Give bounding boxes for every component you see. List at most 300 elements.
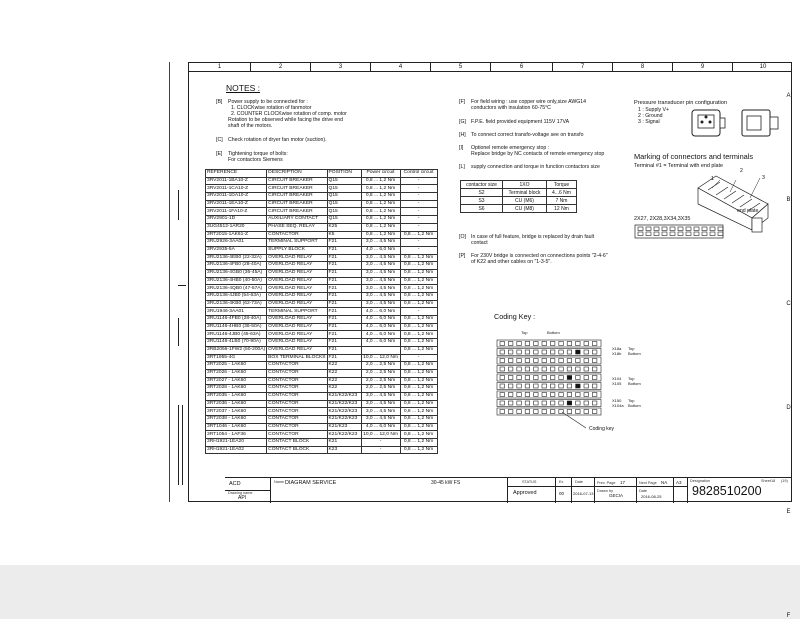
table-cell: TERMINAL SUPPORT [267, 239, 327, 247]
table-row [206, 323, 438, 331]
table-cell: 0,8 ... 1,2 Nm [400, 316, 437, 324]
coding-slot [542, 342, 547, 346]
coding-slot [592, 376, 597, 380]
table-cell: Control circuit [400, 170, 437, 178]
note-b-line: Power supply to be connected for : [228, 99, 308, 105]
coding-slot [550, 367, 555, 371]
table-cell: 0,8 ... 1,2 Nm [361, 216, 400, 224]
coding-slot [559, 342, 564, 346]
next-page-value: NA [661, 480, 668, 485]
coding-slot [500, 359, 505, 363]
table-cell: K22 [327, 362, 361, 370]
note-b-line: shaft of the motors. [228, 123, 273, 129]
table-cell: OVERLOAD RELAY [267, 339, 327, 347]
designation-label: Designation [690, 479, 711, 483]
table-cell: 3RU1146-4HB0 (36-50A) [206, 323, 267, 331]
date2-value: 2016-08-25 [641, 494, 662, 499]
table-row [206, 316, 438, 324]
table-row [206, 408, 438, 416]
coding-slot [576, 393, 581, 397]
torque-reference-table [205, 169, 438, 454]
company-name: ACD [229, 481, 241, 487]
transducer-pin: 1 : Supply V+ [638, 107, 670, 113]
table-cell: 4,0 ... 6,0 Nm [361, 316, 400, 324]
note-o-line: In case of full feature, bridge is replaced by drain fault [471, 234, 595, 240]
row-letter: A [786, 93, 791, 99]
coding-key-drawing [493, 338, 611, 418]
table-cell: AUXILIARY CONTACT [267, 216, 327, 224]
table-cell: Q15 [327, 177, 361, 185]
coding-slot [542, 367, 547, 371]
table-cell: - [400, 185, 437, 193]
table-cell: BOX TERMINAL BLOCKS [268, 354, 326, 360]
table-cell: 3RV2011-1BA10-Z [206, 177, 267, 185]
designation-number: 9828510200 [692, 484, 762, 498]
date2-label: Date [639, 489, 648, 493]
table-cell: 3RH1921-1EA02 [206, 446, 267, 454]
coding-slot [550, 342, 555, 346]
table-cell: 4...6 Nm [547, 189, 577, 197]
table-cell: 0,8 ... 1,2 Nm [361, 223, 400, 231]
coding-legend: X104a [612, 403, 624, 408]
table-row [206, 223, 438, 231]
coding-legend: Top [628, 398, 635, 403]
table-cell: 3RV2011-1CA10-Z [206, 185, 267, 193]
coding-slot [559, 384, 564, 388]
table-cell: POSITION [327, 170, 361, 178]
table-row [206, 331, 438, 339]
coding-slot [534, 384, 539, 388]
table-cell: 3RT1054 - 1AF36 [206, 431, 267, 439]
table-row [206, 246, 438, 254]
tb-status [507, 478, 555, 503]
table-cell: OVERLOAD RELAY [267, 300, 327, 308]
prev-page-value: 17 [620, 480, 626, 485]
coding-bottom-label: Bottom [547, 330, 560, 335]
coding-slot [525, 367, 530, 371]
coding-slot [576, 376, 581, 380]
table-cell: 3,0 ... 4,5 Nm [361, 416, 400, 424]
coding-legend: X18b [612, 351, 622, 356]
coding-key-title: Coding Key : [494, 312, 536, 321]
contactor-torque-table [460, 180, 577, 213]
coding-legend: Top [628, 376, 635, 381]
coding-slot [517, 376, 522, 380]
coding-key-leader [560, 410, 592, 432]
table-row [206, 339, 438, 347]
table-cell: OVERLOAD RELAY [267, 323, 327, 331]
coding-slot [517, 342, 522, 346]
drawing-name-label: Drawing name [228, 491, 253, 495]
connector-pin-row [634, 224, 726, 240]
table-cell: 0,8 ... 1,2 Nm [400, 385, 437, 393]
table-cell: 0,8 ... 1,2 Nm [361, 185, 400, 193]
note-i-line: Replace bridge by NC contacts of remote emergency stop [471, 151, 605, 157]
note-g-label: [G] [459, 119, 466, 125]
marking-title: Marking of connectors and terminals [634, 152, 754, 161]
table-cell: CONTACTOR [267, 231, 327, 239]
table-cell: 3,0 ... 4,5 Nm [361, 300, 400, 308]
coding-slot [542, 376, 547, 380]
coding-slot [550, 359, 555, 363]
coding-slot [508, 359, 513, 363]
column-number: 1 [189, 63, 251, 72]
fold-mark [178, 318, 179, 346]
tb-size [673, 478, 687, 503]
next-page-label: Next Page [639, 481, 657, 485]
table-cell: F21 [327, 346, 361, 354]
table-cell: contactor size [461, 181, 503, 189]
prev-page-label: Prev. Page [597, 481, 616, 485]
coding-slot [525, 401, 530, 405]
table-row [206, 177, 438, 185]
row-letter: C [786, 301, 791, 307]
coding-slot [576, 350, 581, 354]
table-cell: 3RT1046 - 1AK60 [206, 423, 267, 431]
table-cell: 0,8 ... 1,2 Nm [400, 323, 437, 331]
table-cell: K21/K22/K23 [327, 431, 361, 439]
table-cell: 3RV2935-5A [206, 246, 267, 254]
table-cell [361, 346, 400, 354]
note-e-line: Tightening torque of bolts: [228, 151, 288, 157]
coding-slot [525, 384, 530, 388]
table-cell: CONTACTOR [267, 416, 327, 424]
table-cell: 0,8 ... 1,2 Nm [400, 346, 437, 354]
table-cell: OVERLOAD RELAY [267, 331, 327, 339]
coding-slot [592, 393, 597, 397]
drawing-name: API [238, 495, 247, 501]
date-label: Date [575, 480, 584, 484]
note-b-line: 2. COUNTER CLOCKwise rotation of comp. motor [231, 111, 347, 117]
table-cell: F21 [327, 323, 361, 331]
table-cell: K5 [327, 231, 361, 239]
coding-slot [542, 384, 547, 388]
note-i-line: Optionel remote emergency stop : [471, 145, 550, 151]
table-cell: 3,0 ... 4,5 Nm [361, 277, 400, 285]
coding-slot [584, 350, 589, 354]
table-cell: F21 [327, 339, 361, 347]
table-cell: 0,8 ... 1,2 Nm [400, 293, 437, 301]
coding-key-label: Coding key [589, 426, 615, 432]
coding-slot [508, 350, 513, 354]
column-number: 10 [759, 64, 767, 70]
table-cell: 3,0 ... 4,5 Nm [361, 392, 400, 400]
table-cell: CONTACT BLOCK [267, 439, 327, 447]
tb-ex [555, 478, 571, 503]
coding-slot [517, 359, 522, 363]
table-cell: 0,8 ... 1,2 Nm [400, 269, 437, 277]
table-cell: OVERLOAD RELAY [267, 346, 327, 354]
table-row [206, 239, 438, 247]
table-cell: 10,0 ... 12,0 Nm [361, 354, 400, 362]
table-cell: - [400, 239, 437, 247]
note-b-label: [B] [216, 99, 223, 105]
table-cell: 0,8 ... 1,2 Nm [400, 392, 437, 400]
coding-slot [508, 342, 513, 346]
coding-slot [559, 401, 564, 405]
coding-slot [592, 367, 597, 371]
table-cell: CU (M6) [503, 197, 547, 205]
coding-slot [559, 393, 564, 397]
fold-mark [178, 190, 179, 220]
table-cell: Torque [547, 181, 577, 189]
table-cell: 3RU1946-3AA01 [206, 308, 267, 316]
row-letter: D [786, 405, 791, 411]
table-cell: CIRCUIT BREAKER [267, 193, 327, 201]
table-row [206, 193, 438, 201]
table-row [206, 285, 438, 293]
table-cell: 0,8 ... 1,2 Nm [400, 339, 437, 347]
coding-slot [576, 401, 581, 405]
table-row [206, 423, 438, 431]
table-cell: 3RT1955-4G [206, 354, 267, 362]
coding-legend: Bottom [628, 381, 641, 386]
table-cell: CONTACT BLOCK [267, 446, 327, 454]
note-e-line: For contactors Siemens [228, 157, 283, 163]
table-cell: CONTACTOR [267, 408, 327, 416]
table-cell: 3RU2136-4KB0 (62-73A) [206, 300, 267, 308]
table-cell: 4,0 ... 6,0 Nm [361, 323, 400, 331]
coding-slot [584, 342, 589, 346]
note-o-line: contact [471, 240, 488, 246]
table-cell: CIRCUIT BREAKER [267, 177, 327, 185]
table-row [206, 439, 438, 447]
coding-slot [542, 350, 547, 354]
coding-slot [534, 376, 539, 380]
coding-slot [592, 359, 597, 363]
coding-legend: X104 [612, 376, 622, 381]
note-h-label: [H] [459, 132, 466, 138]
note-o-label: [O] [459, 234, 466, 240]
table-cell: CONTACTOR [267, 362, 327, 370]
table-cell: 4,0 ... 6,0 Nm [361, 331, 400, 339]
table-cell: 3,0 ... 4,5 Nm [361, 400, 400, 408]
coding-slot [550, 350, 555, 354]
note-c-label: [C] [216, 137, 223, 143]
table-cell: 3RT2027 - 1AK60 [206, 377, 267, 385]
table-header-row [206, 170, 438, 178]
coding-slot [525, 359, 530, 363]
table-cell: CONTACTOR [267, 369, 327, 377]
table-cell: OVERLOAD RELAY [267, 277, 327, 285]
table-cell: F21 [327, 331, 361, 339]
coding-slot [576, 359, 581, 363]
tb-date [571, 478, 594, 503]
end-plate-label: end plate [737, 208, 759, 214]
coding-slot [567, 401, 572, 405]
sheet-count: (19) [781, 479, 788, 483]
table-cell: 0,8 ... 1,2 Nm [400, 408, 437, 416]
row-letter: B [786, 197, 791, 203]
table-cell: Q15 [327, 216, 361, 224]
coding-slot [500, 393, 505, 397]
coding-slot [517, 410, 522, 414]
margin-line [169, 62, 170, 502]
coding-slot [534, 342, 539, 346]
table-cell: CONTACTOR [267, 385, 327, 393]
coding-legend: Bottom [628, 403, 641, 408]
table-cell: 0,8 ... 1,2 Nm [400, 431, 437, 439]
table-cell: K21/K22/K23 [327, 416, 361, 424]
table-cell: 3RT2026 - 1AK60 [206, 369, 267, 377]
marking-subtitle: Terminal #1 = Terminal with end plate [634, 163, 724, 169]
table-cell: CU (M8) [503, 205, 547, 213]
table-cell: OVERLOAD RELAY [267, 269, 327, 277]
table-row [206, 354, 438, 362]
coding-slot [559, 367, 564, 371]
table-cell: OVERLOAD RELAY [267, 262, 327, 270]
table-cell: 3RU2136-4QB0 (47-57A) [206, 285, 267, 293]
table-cell: 4,0 ... 6,0 Nm [361, 339, 400, 347]
table-cell: 3RU1146-4LB0 (70-90A) [206, 339, 267, 347]
sheet-label: Sheet [761, 479, 771, 483]
coding-slot [584, 376, 589, 380]
coding-legend: Bottom [628, 351, 641, 356]
table-cell: 12 Nm [547, 205, 577, 213]
coding-slot [584, 359, 589, 363]
note-p-line: For 230V bridge is connected on connections points "2-4-6" [471, 253, 608, 259]
coding-slot [525, 393, 530, 397]
table-row [206, 308, 438, 316]
power-rating: 30-45 kW FS [431, 480, 461, 486]
table-row [206, 185, 438, 193]
table-cell: 0,8 ... 1,2 Nm [400, 400, 437, 408]
table-cell: K21/K22/K23 [327, 408, 361, 416]
coding-slot [517, 367, 522, 371]
coding-slot [550, 410, 555, 414]
table-cell: 0,8 ... 1,2 Nm [400, 331, 437, 339]
table-row [206, 254, 438, 262]
table-cell: Q15 [327, 185, 361, 193]
coding-slot [525, 376, 530, 380]
table-row [206, 269, 438, 277]
table-cell: K23 [327, 446, 361, 454]
table-cell: OVERLOAD RELAY [267, 293, 327, 301]
table-cell: 3RU2136-4JB0 (54-63A) [206, 293, 267, 301]
coding-slot [534, 350, 539, 354]
coding-legend: X105 [612, 381, 622, 386]
table-cell: Q15 [327, 208, 361, 216]
coding-slot [584, 401, 589, 405]
fold-mark [178, 405, 179, 485]
table-cell: 3RU1146-4JB0 (45-63A) [206, 331, 267, 339]
table-cell: 3RV2901-1D [206, 216, 267, 224]
table-cell: 3RT2036 - 1AK60 [206, 400, 267, 408]
coding-slot [592, 401, 597, 405]
table-cell: 4,0 ... 6,0 Nm [361, 423, 400, 431]
table-cell: Q15 [327, 193, 361, 201]
sheet-number: 18 [771, 479, 776, 483]
table-cell: CONTACTOR [267, 392, 327, 400]
table-cell: 3RB2056-1FW2 (50-200A) [207, 347, 266, 353]
table-cell: F21 [327, 354, 361, 362]
table-cell: 3RT2015-1AK61-Z [206, 231, 267, 239]
table-cell: 0,8 ... 1,2 Nm [400, 423, 437, 431]
table-cell: 3RT2038 - 1AK60 [206, 416, 267, 424]
coding-slot [550, 401, 555, 405]
note-e-label: [E] [216, 151, 223, 157]
coding-slot [567, 367, 572, 371]
coding-slot [517, 384, 522, 388]
note-g-text: F.P.E. field provided equipment 115V 17VA [471, 119, 570, 125]
table-cell: 7 Nm [547, 197, 577, 205]
table-cell: CONTACTOR [267, 377, 327, 385]
coding-slot [567, 359, 572, 363]
table-cell: 0,8 ... 1,2 Nm [400, 369, 437, 377]
marking-label-2: 2 [740, 168, 743, 174]
table-cell: 0,8 ... 1,2 Nm [400, 416, 437, 424]
note-b-line: Rotation to be observed while facing the drive end [228, 117, 344, 123]
table-cell: F21 [327, 269, 361, 277]
table-cell: 3RV2011-1DA10-Z [206, 193, 267, 201]
coding-slot [567, 350, 572, 354]
coding-slot [508, 376, 513, 380]
table-cell: K21/K22/K23 [327, 392, 361, 400]
column-number: 6 [491, 63, 553, 72]
table-cell: 0,8 ... 1,2 Nm [400, 231, 437, 239]
coding-slot [534, 401, 539, 405]
table-cell: K22 [327, 377, 361, 385]
table-cell: F21 [327, 285, 361, 293]
notes-title: NOTES : [226, 83, 261, 93]
table-cell: - [400, 216, 437, 224]
status-value: Approved [513, 490, 537, 496]
coding-slot [525, 350, 530, 354]
coding-slot [567, 376, 572, 380]
table-row [206, 400, 438, 408]
table-cell: REFERENCE [206, 170, 267, 178]
coding-legend: X18a [612, 346, 622, 351]
table-row [206, 346, 438, 354]
table-row [206, 277, 438, 285]
coding-slot [500, 376, 505, 380]
table-row [206, 362, 438, 370]
coding-slot [534, 367, 539, 371]
table-cell: S6 [461, 205, 503, 213]
tb-designation [687, 478, 792, 503]
coding-slot [567, 342, 572, 346]
note-i-label: [I] [459, 145, 464, 151]
transducer-pin: 2 : Ground [638, 113, 663, 119]
table-cell: F21 [327, 262, 361, 270]
table-cell: S3 [461, 197, 503, 205]
table-cell: - [361, 439, 400, 447]
table-cell: K21 [327, 439, 361, 447]
coding-slot [508, 367, 513, 371]
table-cell: 0,8 ... 1,2 Nm [400, 362, 437, 370]
coding-slot [550, 393, 555, 397]
coding-slot [559, 376, 564, 380]
table-cell: 0,8 ... 1,2 Nm [400, 254, 437, 262]
table-row [206, 231, 438, 239]
table-cell: K22 [327, 369, 361, 377]
coding-slot [584, 393, 589, 397]
table-cell: - [400, 208, 437, 216]
coding-slot [508, 410, 513, 414]
marking-label-1: 1 [711, 176, 714, 182]
date-value: 2016-07-13 [573, 491, 594, 496]
table-cell: F21 [327, 277, 361, 285]
coding-legend: X150 [612, 398, 622, 403]
table-cell: 0,8 ... 1,2 Nm [400, 377, 437, 385]
table-cell: 3RV2011-1FA10-Z [206, 208, 267, 216]
table-cell: 3RT2028 - 1AK60 [206, 385, 267, 393]
coding-slot [500, 350, 505, 354]
tb-next-page [636, 478, 673, 503]
table-cell: 2,0 ... 2,5 Nm [361, 369, 400, 377]
table-cell: 0,8 ... 1,2 Nm [361, 177, 400, 185]
table-cell: - [400, 308, 437, 316]
